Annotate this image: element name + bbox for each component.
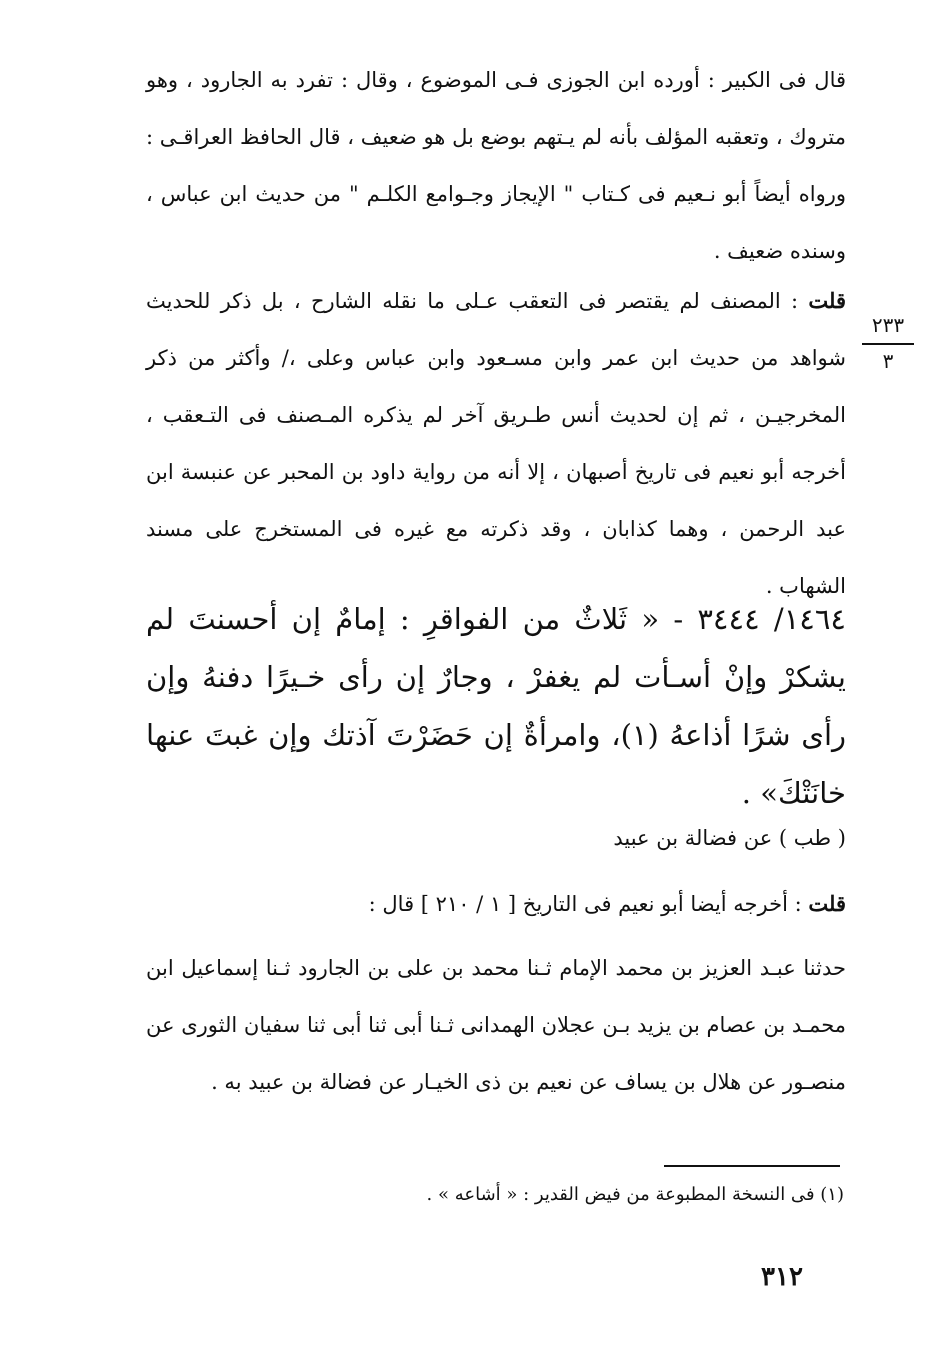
page-number: ٣١٢ [761,1262,803,1292]
margin-page-marker [862,315,914,371]
hadith-source [146,810,846,867]
footnote: (١) فى النسخة المطبوعة من فيض القدير : « أشاعه » . [426,1184,844,1205]
hadith-body: ١٤٦٤/ ٣٤٤٤ - « ثَلاثٌ من الفواقرِ : إمامٌ إن أحسنتَ لم يشكرْ وإنْ أسـأت لم يغفرْ ، وجارٌ إن رأى خـيرًا دفنهُ وإن رأى شرًا أذاعهُ (١)، وامرأةٌ إن حَضَرْتَ آذتك وإن غبتَ عنها خانَتْكَ» . [146,602,847,810]
commentary-text-1: قال فى الكبير : أورده ابن الجوزى فـى الموضوع ، وقال : تفرد به الجارود ، وهو متروك ، وتعقبه المؤلف بأنه لم يـتهم بوضع بل هو ضعيف ، قال الحافظ العراقـى : ورواه أيضاً أبو نـعيم فى كـتاب " الإيجاز وجـوامع الكلـم " من حديث ابن عباس ، وسنده ضعيف . [146,68,846,263]
hadith-source-text: ( طب ) عن فضالة بن عبيد [613,826,846,850]
commentary-paragraph-2 [146,272,846,615]
margin-marker-rule [862,343,914,345]
commentary-text-3: : أخرجه أيضا أبو نعيم فى التاريخ [ ١ / ٢١٠ ] قال : [368,892,809,916]
isnad-text: حدثنا عبـد العزيز بن محمد الإمام ثـنا محمد بن على بن الجارود ثـنا إسماعيل ابن محمـد بن عصام بن يزيد بـن عجلان الهمدانى ثـنا أبى ثنا أبى ثنا سفيان الثورى عن منصـور عن هلال بن يساف عن نعيم بن ذى الخيـار عن فضالة بن عبيد به . [146,956,846,1094]
commentary-paragraph-1 [146,52,846,280]
footnote-divider [664,1165,840,1167]
commentary-text-2: : المصنف لم يقتصر فى التعقب عـلى ما نقله الشارح ، بل ذكر للحديث شواهد من حديث ابن عمر وابن مسـعود وابن عباس وعلى ،/ وأكثر من ذكر المخرجيـن ، ثم إن لحديث أنس طـريق آخر لم يذكره المـصنف فى التـعقب ، أخرجه أبو نعيم فى تاريخ أصبهان ، إلا أنه من رواية داود بن المحبر عن عنبسة ابن عبد الرحمن ، وهما كذابان ، وقد ذكرته مع غيره فى المستخرج على مسند الشهاب . [146,289,846,598]
margin-marker-top: ٢٣٣ [871,313,905,337]
qultu-label: قلت [808,891,846,916]
isnad-paragraph [146,940,846,1111]
commentary-paragraph-3 [146,875,846,933]
hadith-text [146,590,846,822]
margin-marker-bottom: ٣ [882,349,894,373]
qultu-label: قلت [808,288,846,313]
